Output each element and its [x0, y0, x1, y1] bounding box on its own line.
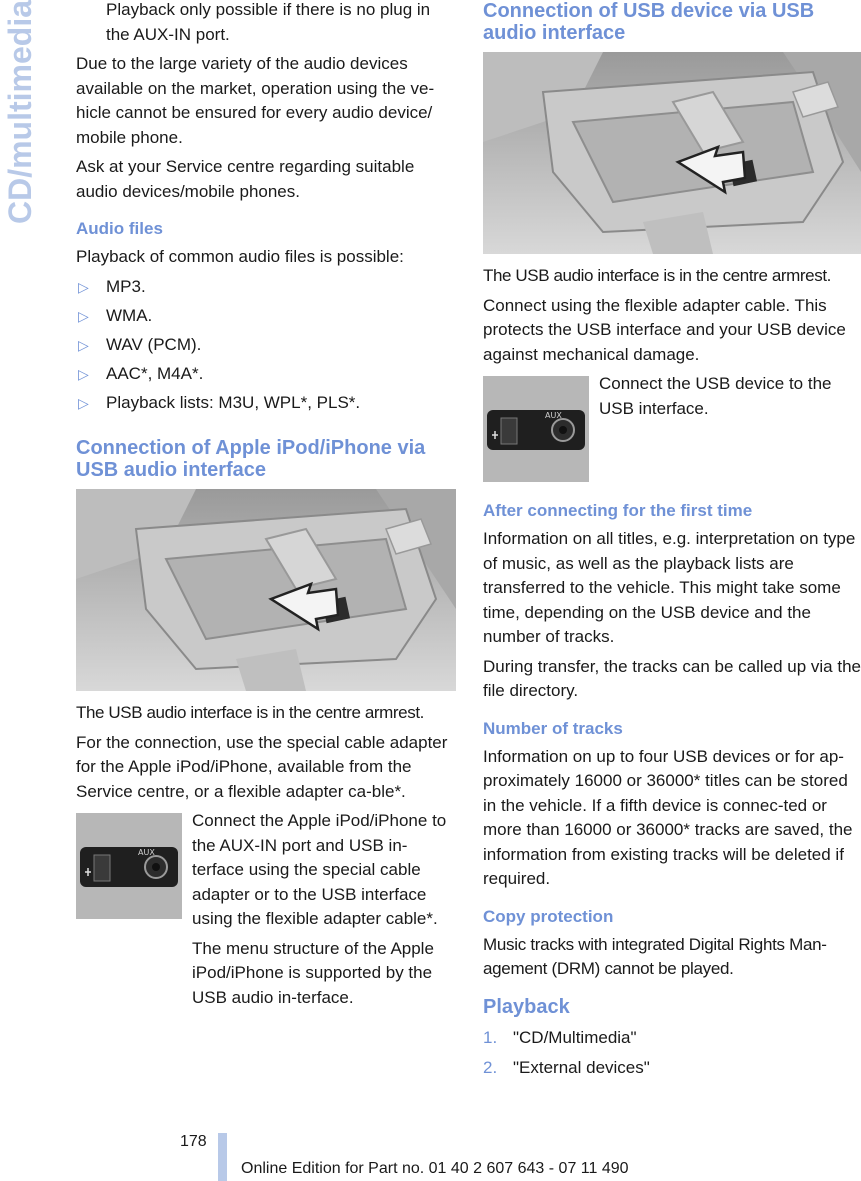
side-tab-label: CD/multimedia [2, 0, 38, 225]
usb-aux-panel-image-1 [76, 813, 182, 919]
armrest-photo-1 [76, 489, 456, 691]
list-item: ▷ Playback lists: M3U, WPL*, PLS*. [76, 391, 456, 416]
list-item: 1. "CD/Multimedia" [483, 1027, 637, 1047]
list-item: ▷ WAV (PCM). [76, 333, 456, 358]
left-column [76, 0, 456, 1010]
tracks-limit-paragraph: Information on up to four USB devices or for ap-proximately 16000 or 36000* titles can be stored in the vehicle. If a fifth device is connec-ted or more than 16000 or 36000* tracks are saved, the information from existing tracks will be deleted if required. [483, 746, 853, 888]
apple-adapter-paragraph: For the connection, use the special cable adapter for the Apple iPod/iPhone, available from the Service centre, or a flexible adapter ca-ble*. [76, 732, 448, 801]
apple-connect-figure [76, 809, 456, 937]
list-item: ▷ MP3. [76, 275, 456, 300]
usb-connection-heading: Connection of USB device via USB audio interface [483, 0, 815, 44]
triangle-right-icon: ▷ [78, 394, 89, 411]
page-number: 178 [180, 1133, 207, 1150]
flexible-cable-paragraph: Connect using the flexible adapter cable. This protects the USB interface and your USB device against mechanical damage. [483, 295, 846, 364]
number-of-tracks-heading: Number of tracks [483, 718, 623, 738]
triangle-right-icon: ▷ [78, 278, 89, 295]
compatibility-paragraph: Due to the large variety of the audio devices available on the market, operation using the ve-hicle cannot be ensured for every audio device/ mobile phone. [76, 54, 435, 147]
usb-connect-figure [483, 372, 861, 482]
service-centre-paragraph: Ask at your Service centre regarding suitable audio devices/mobile phones. [76, 157, 415, 201]
triangle-right-icon: ▷ [78, 336, 89, 353]
right-column [483, 0, 861, 1087]
svg-text:AUX: AUX [138, 848, 155, 857]
list-item: 2. "External devices" [483, 1058, 650, 1077]
usb-connect-instruction: Connect the USB device to the USB interface. [599, 374, 832, 418]
side-tab [0, 0, 40, 290]
edition-line: Online Edition for Part no. 01 40 2 607 643 - 07 11 490 [241, 1160, 629, 1177]
after-connecting-heading: After connecting for the first time [483, 501, 753, 520]
armrest-caption-2: The USB audio interface is in the centre armrest. [483, 266, 831, 285]
playback-heading: Playback [483, 995, 570, 1018]
transfer-info-paragraph: Information on all titles, e.g. interpretation on type of music, as well as the playback lists are transferred to the vehicle. This might take some time, depending on the USB device and the number of tracks. [483, 529, 856, 646]
svg-text:AUX: AUX [545, 411, 562, 420]
triangle-right-icon: ▷ [78, 307, 89, 324]
audio-files-heading: Audio files [76, 219, 163, 238]
footer-bar [218, 1133, 227, 1181]
file-directory-paragraph: During transfer, the tracks can be called up via the file directory. [483, 656, 861, 700]
audio-format-list [76, 275, 456, 416]
armrest-photo-2 [483, 52, 861, 254]
apple-connection-heading: Connection of Apple iPod/iPhone via USB audio interface [76, 437, 426, 481]
armrest-caption-1: The USB audio interface is in the centre armrest. [76, 703, 424, 722]
audio-files-intro: Playback of common audio files is possible: [76, 247, 404, 266]
triangle-right-icon: ▷ [78, 365, 89, 382]
continued-text: Playback only possible if there is no plug in the AUX-IN port. [106, 0, 431, 44]
list-item: ▷ AAC*, M4A*. [76, 362, 456, 387]
drm-paragraph: Music tracks with integrated Digital Rights Man-agement (DRM) cannot be played. [483, 934, 827, 978]
list-item: ▷ WMA. [76, 304, 456, 329]
apple-connect-instruction: Connect the Apple iPod/iPhone to the AUX-IN port and USB in-terface using the special cable adapter or to the USB interface using the flexible adapter cable*. [192, 811, 447, 928]
copy-protection-heading: Copy protection [483, 906, 614, 926]
menu-structure-paragraph: The menu structure of the Apple iPod/iPhone is supported by the USB audio in-terface. [192, 938, 434, 1007]
playback-steps [483, 1026, 861, 1081]
usb-aux-panel-image-2 [483, 376, 589, 482]
